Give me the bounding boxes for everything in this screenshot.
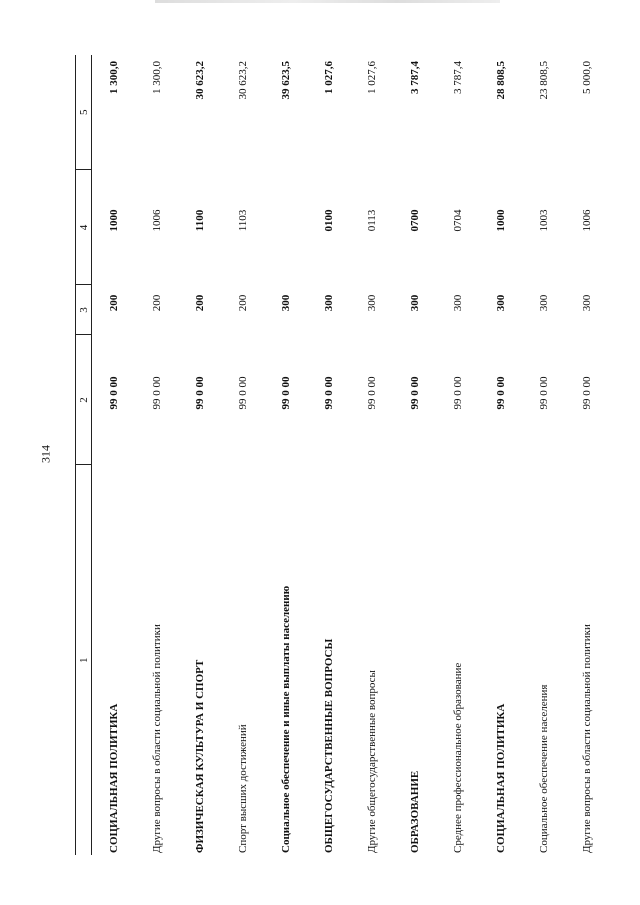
table-row [350,55,393,855]
row-amount: 1 027,6 [322,61,335,94]
row-type-code: 300 [451,294,464,312]
row-type-code: 300 [279,294,292,312]
row-section-code: 1000 [494,209,507,232]
table-row [264,55,307,855]
row-target-code: 99 0 00 [279,376,292,410]
row-type-code: 300 [494,294,507,312]
row-target-code: 99 0 00 [322,376,335,410]
row-type-code: 300 [365,294,378,312]
table-row [135,55,178,855]
row-amount: 28 808,5 [494,61,507,100]
table-row [565,55,608,855]
row-section-code: 1000 [107,209,120,232]
table-row [479,55,522,855]
row-name: ФИЗИЧЕСКАЯ КУЛЬТУРА И СПОРТ [193,659,206,853]
table-header-row [76,55,92,855]
budget-table-rotated [75,55,605,855]
row-name: Другие вопросы в области социальной политики [150,624,163,853]
row-amount: 1 300,0 [107,61,120,94]
row-section-code: 0100 [322,209,335,232]
row-section-code [264,170,307,285]
row-type-code: 200 [193,294,206,312]
row-section-code: 1103 [236,209,249,232]
row-section-code: 0704 [451,209,464,232]
row-target-code: 99 0 00 [494,376,507,410]
row-amount: 23 808,5 [537,61,550,100]
row-target-code: 99 0 00 [408,376,421,410]
row-target-code: 99 0 00 [150,376,163,410]
header-col-5: 5 [76,55,92,170]
row-amount: 3 787,4 [408,61,421,94]
table-row [307,55,350,855]
row-name: Другие вопросы в области социальной политики [580,624,593,853]
row-type-code: 300 [408,294,421,312]
row-name: Социальное обеспечение населения [537,684,550,853]
row-name: Среднее профессиональное образование [451,662,464,853]
row-amount: 3 787,4 [451,61,464,94]
budget-table [75,55,608,855]
row-amount: 1 027,6 [365,61,378,94]
table-row [92,55,136,855]
row-target-code: 99 0 00 [451,376,464,410]
row-name: СОЦИАЛЬНАЯ ПОЛИТИКА [494,703,507,853]
row-section-code: 0700 [408,209,421,232]
row-target-code: 99 0 00 [236,376,249,410]
row-target-code: 99 0 00 [193,376,206,410]
table-row [522,55,565,855]
row-amount: 39 623,5 [279,61,292,100]
row-amount: 1 300,0 [150,61,163,94]
table-row [393,55,436,855]
row-name: СОЦИАЛЬНАЯ ПОЛИТИКА [107,703,120,853]
header-col-1: 1 [76,465,92,855]
row-section-code: 1006 [150,209,163,232]
row-name: ОБРАЗОВАНИЕ [408,770,421,853]
header-col-2: 2 [76,335,92,465]
page-number: 314 [38,445,53,463]
row-type-code: 200 [107,294,120,312]
row-type-code: 300 [580,294,593,312]
row-type-code: 200 [150,294,163,312]
table-row [178,55,221,855]
scan-artifact [155,0,500,3]
table-body [92,55,609,855]
row-section-code: 1003 [537,209,550,232]
row-name: Социальное обеспечение и иные выплаты населению [279,585,292,853]
row-target-code: 99 0 00 [107,376,120,410]
row-amount: 5 000,0 [580,61,593,94]
row-section-code: 0113 [365,209,378,232]
row-name: Другие общегосударственные вопросы [365,670,378,853]
row-section-code: 1006 [580,209,593,232]
header-col-3: 3 [76,285,92,335]
row-target-code: 99 0 00 [580,376,593,410]
row-name: ОБЩЕГОСУДАРСТВЕННЫЕ ВОПРОСЫ [322,638,335,853]
row-name: Спорт высших достижений [236,724,249,853]
table-row [221,55,264,855]
header-col-4: 4 [76,170,92,285]
row-target-code: 99 0 00 [365,376,378,410]
table-row [436,55,479,855]
row-type-code: 300 [537,294,550,312]
row-type-code: 300 [322,294,335,312]
row-type-code: 200 [236,294,249,312]
row-target-code: 99 0 00 [537,376,550,410]
row-amount: 30 623,2 [236,61,249,100]
row-amount: 30 623,2 [193,61,206,100]
row-section-code: 1100 [193,209,206,232]
